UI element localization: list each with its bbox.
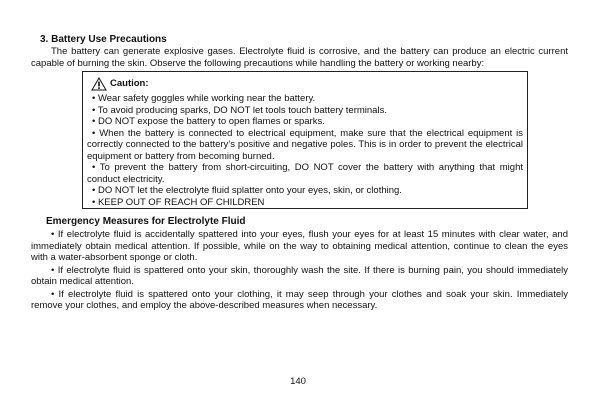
page-number: 140 <box>290 376 306 387</box>
emergency-paragraph: • If electrolyte fluid is accidentally spattered into your eyes, flush your eyes for at least 15 minutes with clear water, and immediately obtain medical attention. If possible, while on the way to obtaining medical attention, continue to clean the eyes with a water-absorbent sponge or cloth. <box>31 229 568 263</box>
caution-item: • KEEP OUT OF REACH OF CHILDREN <box>92 196 265 208</box>
caution-box <box>82 71 528 209</box>
section-heading: 3. Battery Use Precautions <box>40 34 167 45</box>
warning-triangle-icon <box>91 77 107 91</box>
section-intro: The battery can generate explosive gases. Electrolyte fluid is corrosive, and the battery can produce an electric current capable of burning the skin. Observe the following precautions while handling the battery or working nearby: <box>31 46 568 69</box>
emergency-paragraph: • If electrolyte fluid is spattered onto your clothing, it may seep through your clothes and soak your skin. Immediately remove your clothes, and employ the above-described measures when necessary. <box>31 288 568 311</box>
caution-header <box>91 76 149 91</box>
emergency-title: Emergency Measures for Electrolyte Fluid <box>46 216 246 227</box>
caution-item: • When the battery is connected to electrical equipment, make sure that the electrical equipment is correctly connected to the battery’s positive and negative poles. This is in order to prevent the electrical equipment or battery from becoming burned. <box>87 127 523 162</box>
caution-label: Caution: <box>110 77 149 89</box>
caution-item: • DO NOT let the electrolyte fluid splatter onto your eyes, skin, or clothing. <box>92 185 402 196</box>
caution-item: • To avoid producing sparks, DO NOT let tools touch battery terminals. <box>92 104 387 116</box>
caution-item: • To prevent the battery from short-circuiting, DO NOT cover the battery with anything that might conduct electricity. <box>87 162 523 185</box>
emergency-section <box>31 229 568 313</box>
emergency-paragraph: • If electrolyte fluid is spattered onto your skin, thoroughly wash the site. If there is burning pain, you should immediately obtain medical attention. <box>31 264 568 287</box>
caution-item: • DO NOT expose the battery to open flames or sparks. <box>92 116 325 127</box>
caution-list <box>83 93 527 208</box>
caution-item: • Wear safety goggles while working near the battery. <box>92 93 316 104</box>
